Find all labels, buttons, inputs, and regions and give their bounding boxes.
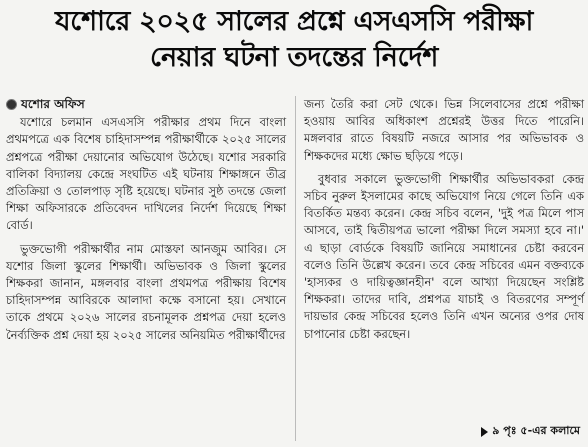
paragraph: জন্য তৈরি করা সেট থেকে। ভিন্ন সিলেবাসের প্রশ্নে পরীক্ষা হওয়ায় আবির অধিকাংশ প্রশ্নেরই উত্তর দিতে পারেনি। মঙ্গলবার রাতে বিষয়টি নজরে আসার পর অভিভাবক ও শিক্ষকদের মধ্যে ক্ষোভ ছড়িয়ে পড়ে। [304,97,584,163]
headline-line-2: নেয়ার ঘটনা তদন্তের নির্দেশ [150,42,438,73]
paragraph: যশোরে চলমান এসএসসি পরীক্ষার প্রথম দিনে বাংলা প্রথমপত্রে এক বিশেষ চাহিদাসম্পন্ন পরীক্ষার্থীকে ২০২৫ সালের প্রশ্নপত্রে পরীক্ষা দেয়ানোর অভিযোগ উঠেছে। যশোর সরকারি বালিকা বিদ্যালয় কেন্দ্রে সংঘটিত এই ঘটনায় শিক্ষাঙ্গনে তীব্র প্রতিক্রিয়া ও তোলপাড় সৃষ্টি হয়েছে। ঘটনার সুষ্ঠ তদন্তে জেলা শিক্ষা অফিসারকে প্রতিবেদন দাখিলের নির্দেশ দিয়েছে শিক্ষা বোর্ড। [6,115,286,233]
headline [0,4,588,76]
byline-text: যশোর অফিস [21,97,85,111]
continued-marker [481,422,580,441]
continued-text: ৯ পৃঃ ৫-এর কলামে [492,424,580,437]
bullet-icon [6,99,17,110]
article-column-left [6,96,286,350]
paragraph: ভুক্তভোগী পরীক্ষার্থীর নাম মোস্তফা আনজুম আবির। সে যশোর জিলা স্কুলের শিক্ষার্থী। অভিভাবক ও জিলা স্কুলের শিক্ষকরা জানান, মঙ্গলবার বাংলা প্রথমপত্র পরীক্ষায় বিশেষ চাহিদাসম্পন্ন আবিরকে আলাদা কক্ষে বসানো হয়। সেখানে তাকে প্রথমে ২০২৬ সালের রচনামূলক প্রশ্নপত্র দেয়া হলেও নৈর্ব্যক্তিক প্রশ্ন দেয়া হয় ২০২৫ সালের অনিয়মিত পরীক্ষার্থীদের [6,241,286,342]
paragraph: বুধবার সকালে ভুক্তভোগী শিক্ষার্থীর অভিভাবকরা কেন্দ্র সচিব নুরুল ইসলামের কাছে অভিযোগ নিয়ে গেলে তিনি এক বিতর্কিত মন্তব্য করেন। কেন্দ্র সচিব বলেন, 'দুই পত্র মিলে পাস আসবে, তাই দ্বিতীয়পত্র ভালো পরীক্ষা দিলে সমস্যা হবে না।' এ ছাড়া বোর্ডকে বিষয়টি জানিয়ে সমাধানের চেষ্টা করবেন বলেও তিনি উল্লেখ করেন। তবে কেন্দ্র সচিবের এমন বক্তব্যকে 'হাস্যকর ও দায়িত্বজ্ঞানহীন' বলে আখ্যা দিয়েছেন সংশ্লিষ্ট শিক্ষকরা। তাদের দাবি, প্রশ্নপত্র যাচাই ও বিতরণের সম্পূর্ণ দায়ভার কেন্দ্র সচিবের হলেও তিনি এখন অন্যের ওপর দোষ চাপানোর চেষ্টা করছেন। [304,171,584,341]
article-column-right [304,96,584,349]
headline-line-1: যশোরে ২০২৫ সালের প্রশ্নে এসএসসি পরীক্ষা [55,6,533,37]
arrow-right-icon [481,427,488,437]
column-divider [295,96,296,441]
byline [6,96,286,113]
